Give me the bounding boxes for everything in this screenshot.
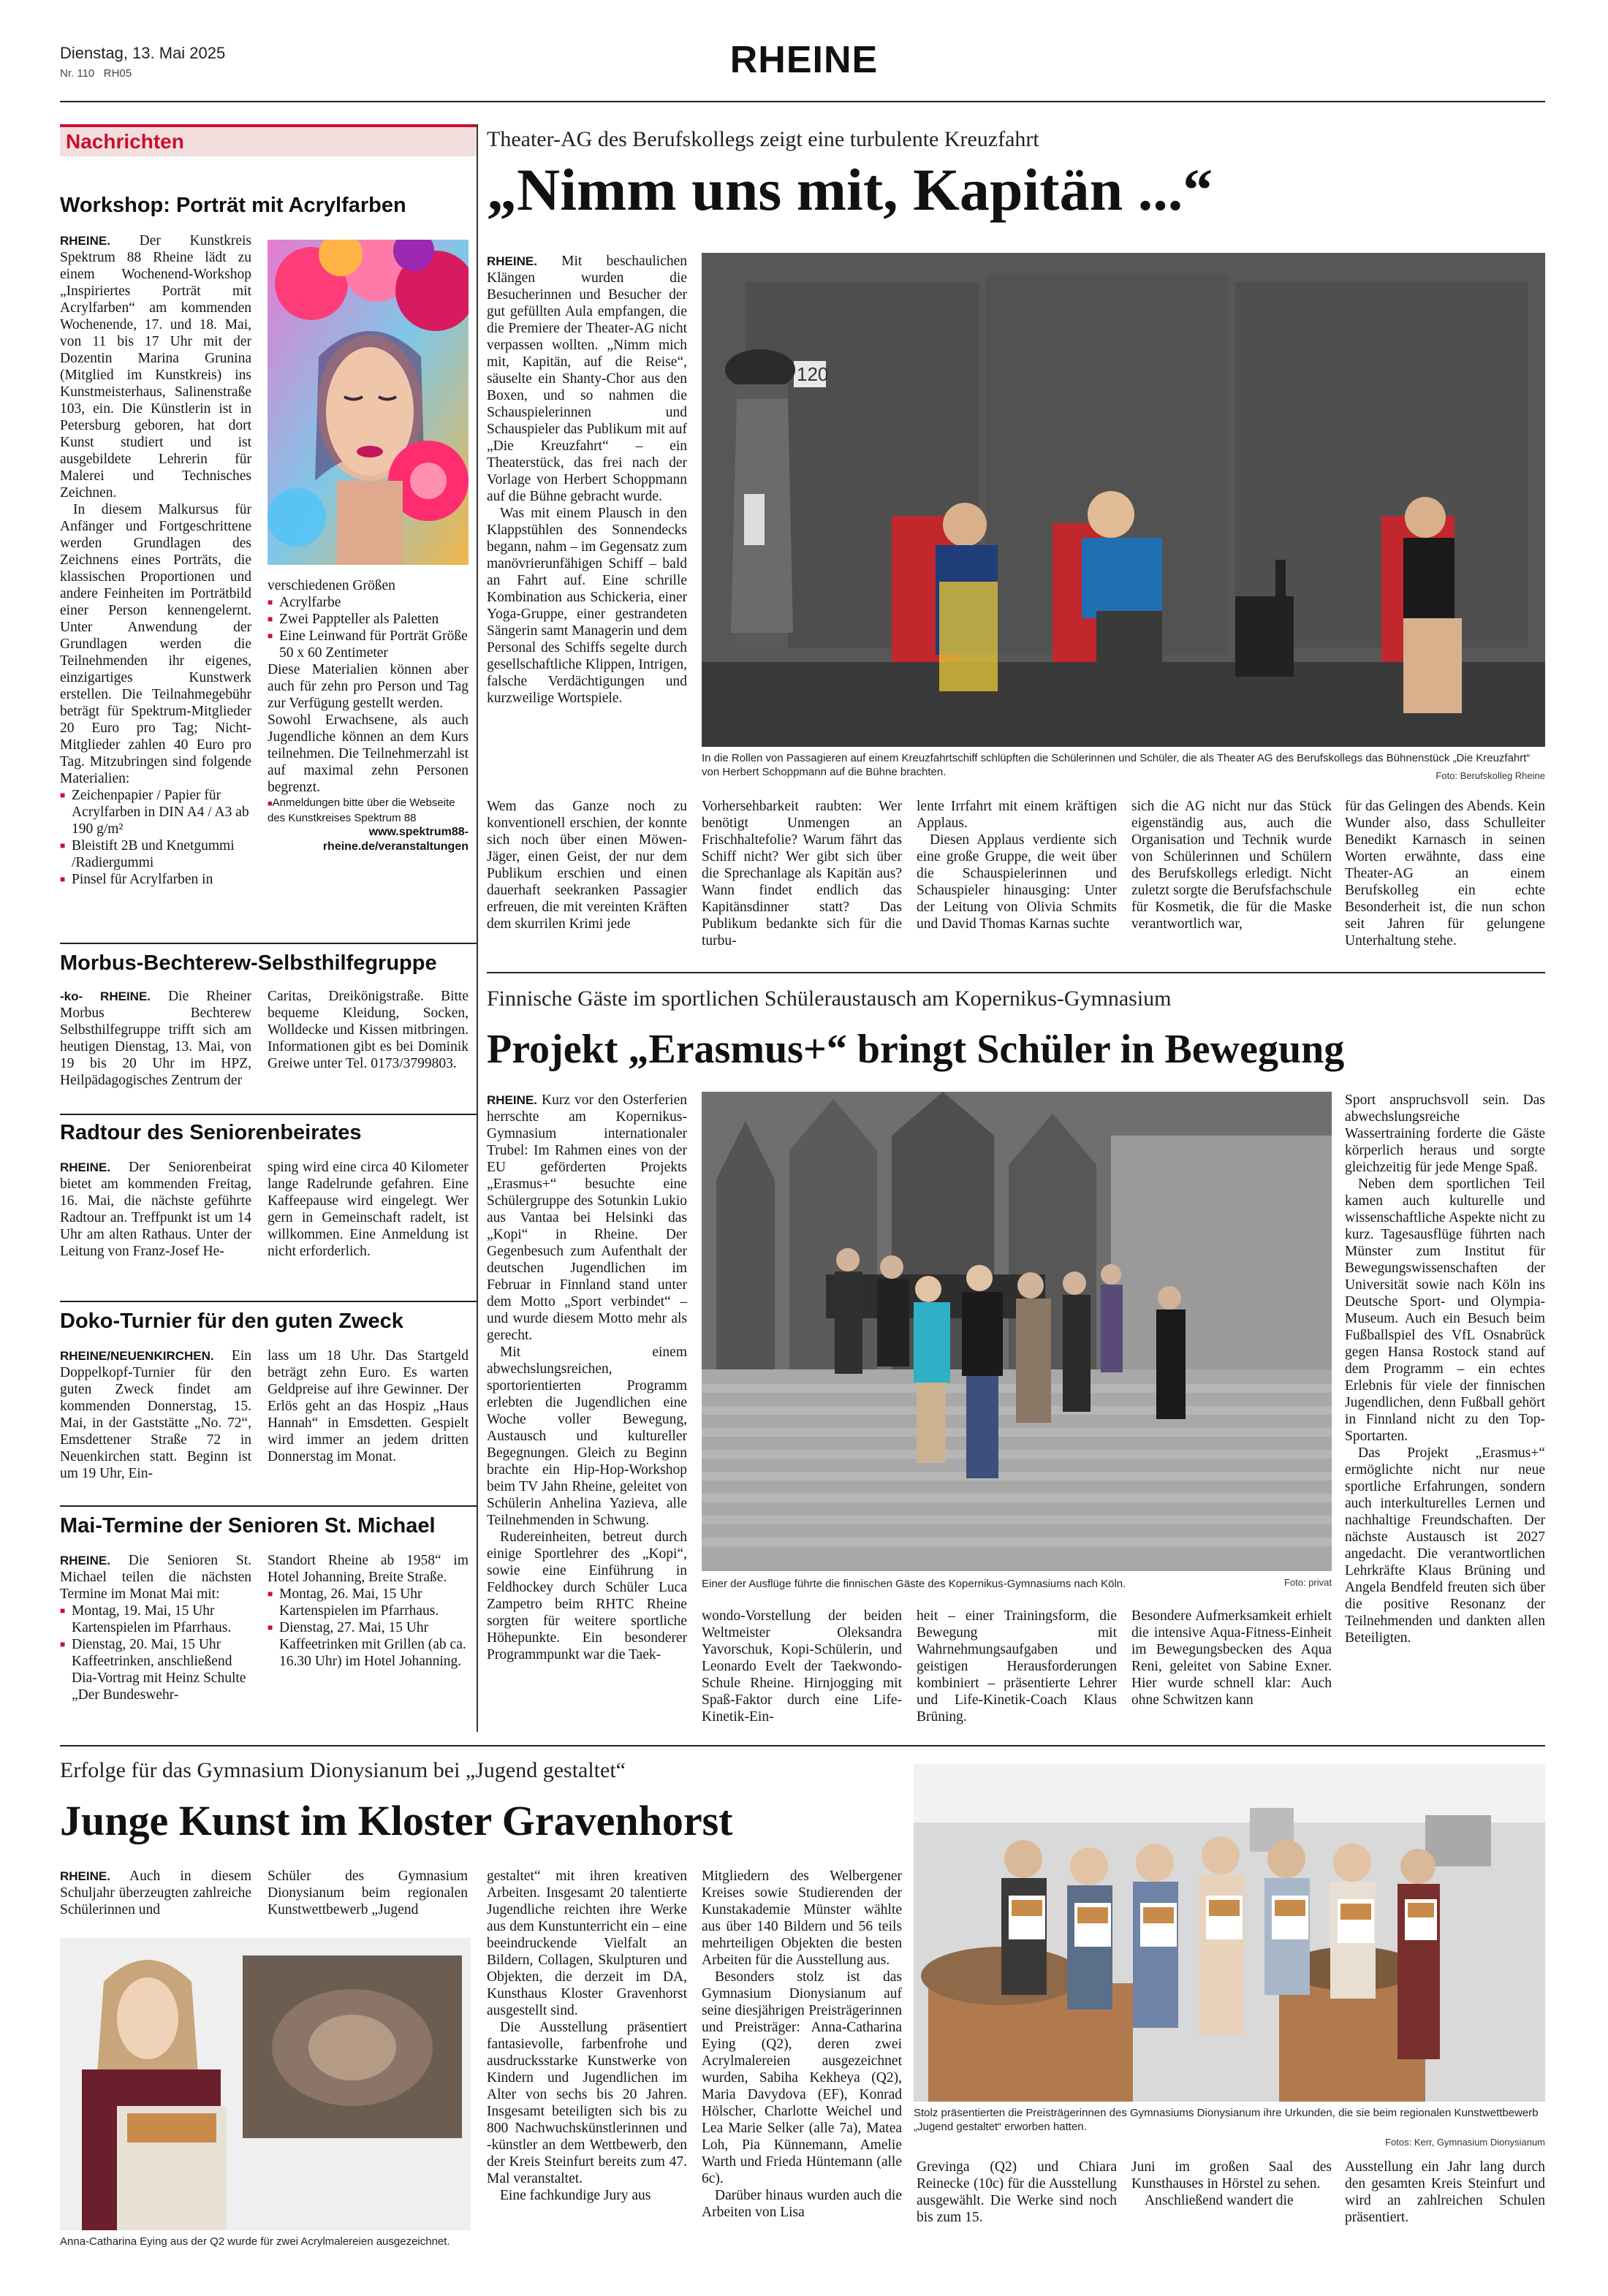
divider xyxy=(60,1745,1545,1746)
nachrichten-label: Nachrichten xyxy=(60,124,477,156)
workshop-col2-text: Sowohl Erwachsene, als auch Jugendliche können an dem Kurs teilnehmen. Die Teilnehmerzahl ist auf maximal zehn Personen begrenzt. xyxy=(268,712,469,795)
mai-list-1 xyxy=(60,1603,251,1703)
divider xyxy=(487,972,1545,973)
morbus-title: Morbus-Bechterew-Selbsthilfegruppe xyxy=(60,951,437,975)
erasmus-credit: Foto: privat xyxy=(1283,1577,1332,1588)
erasmus-kicker: Finnische Gäste im sportlichen Schüleraustausch am Kopernikus-Gymnasium xyxy=(487,987,1172,1011)
material-item: ■ Acrylfarbe xyxy=(268,594,469,611)
doko-title: Doko-Turnier für den guten Zweck xyxy=(60,1309,403,1333)
mai-col2: Standort Rheine ab 1958“ im Hotel Johanning, Breite Straße. ■ Montag, 26. Mai, 15 Uhr Kartenspielen im Pfarrhaus. ■ Dienstag, 27. Mai, 15 Uhr Kaffeetrinken mit Grillen (ab ca. 16.30 Uhr) im Hotel Johanning. xyxy=(268,1552,469,1670)
theater-stage-photo xyxy=(702,253,1545,747)
workshop-col2-text: verschiedenen Größen xyxy=(268,578,395,593)
theater-lead: RHEINE. Mit beschaulichen Klängen wurden die Besucherinnen und Besucher der gut gefüllten Aula empfangen, die die Premiere der Theater-AG nicht verpassen wollten. „Nimm mich mit, Kapitän, auf die Reise“, säuselte ein Shanty-Chor aus den Boxen, und so nahmen die Schauspielerinnen und Schauspieler das Publikum mit auf „Die Kreuzfahrt“ – ein Theaterstück, das frei nach der Vorlage von Herbert Schoppmann auf die Bühne gebracht wurde. Was mit einem Plausch in den Klappstühlen des Sonnendecks begann, nahm – im Gegensatz zum manövrierunfähigen Schiff – bald an Fahrt auf. Eine schrille Kombination aus Schickeria, einer Yoga-Gruppe, einer gestrandeten Sängerin samt Managerin und dem Personal des Schiffs segelte durch gesellschaftliche Klippen, Intrigen, falsche Verdächtigungen und kurzweilige Wortspiele. xyxy=(487,254,687,706)
doko-loc: RHEINE/NEUENKIRCHEN. xyxy=(60,1349,214,1363)
materials-list-2 xyxy=(268,594,469,661)
termin-item: ■ Montag, 19. Mai, 15 Uhr Kartenspielen im Pfarrhaus. xyxy=(60,1603,251,1636)
stage-sign: 120 xyxy=(797,363,829,385)
issue-code: RH05 xyxy=(103,67,132,80)
kunst-col-f: Juni im großen Saal des Kunsthauses in Hörstel zu sehen. Anschließend wandert die xyxy=(1131,2159,1332,2208)
workshop-body-col1 xyxy=(60,232,251,888)
termin-item: ■ Dienstag, 20. Mai, 15 Uhr Kaffeetrinken, anschließend Dia-Vortrag mit Heinz Schulte „Der Bundeswehr- xyxy=(60,1636,251,1703)
kunst-col-e: Grevinga (Q2) und Chiara Reinecke (10c) für die Ausstellung ausgewählt. Die Werke sind noch bis zum 15. xyxy=(917,2159,1117,2225)
materials-list-1 xyxy=(60,787,251,888)
mai-col1: RHEINE. Die Senioren St. Michael teilen die nächsten Termine im Monat Mai mit: ■ Montag, 19. Mai, 15 Uhr Kartenspielen im Pfarrhaus. ■ Dienstag, 20. Mai, 15 Uhr Kaffeetrinken, anschließend Dia-Vortrag mit Heinz Schulte „Der Bundeswehr- xyxy=(60,1552,251,1703)
termin-item: ■ Montag, 26. Mai, 15 Uhr Kartenspielen im Pfarrhaus. xyxy=(268,1586,469,1619)
column-divider xyxy=(477,124,478,1732)
material-item: ■ Zwei Pappteller als Paletten xyxy=(268,611,469,628)
acrylic-portrait-photo xyxy=(268,240,469,565)
workshop-text1: Der Kunstkreis Spektrum 88 Rheine lädt zu einem Wochenend-Workshop „Inspiriertes Porträt mit Acrylfarben“ am kommenden Wochenende, 17. und 18. Mai, von 11 bis 17 Uhr mit der Dozentin Marina Grunina (Mitglied im Kunstkreis) ins Kunstmeisterhaus, Salinenstraße 103, ein. Die Künstlerin ist in Petersburg geboren, hat dort Kunst studiert und ist ausgebildete Lehrerin für Malerei und Technisches Zeichnen. xyxy=(60,233,251,501)
kunst-kicker: Erfolge für das Gymnasium Dionysianum bei „Jugend gestaltet“ xyxy=(60,1758,626,1782)
divider xyxy=(60,1301,477,1302)
radtour-col1: RHEINE. Der Seniorenbeirat bietet am kommenden Freitag, 16. Mai, die nächste geführte Radtour an. Treffpunkt ist um 14 Uhr am alten Rathaus. Unter der Leitung von Franz-Josef He- xyxy=(60,1160,251,1259)
erasmus-col-c: heit – einer Trainingsform, die Bewegung mit Wahrnehmungsaufgaben und geistigen Herausforderungen kombiniert – präsentierte Lehrer und Life-Kinetik-Coach Klaus Brüning. xyxy=(917,1608,1117,1725)
kunst-col-c: gestaltet“ mit ihren kreativen Arbeiten. Insgesamt 20 talentierte Jugendliche reichten ihre Werke aus dem Kunstunterricht ein – eine beeindruckende Vielfalt an Bildern, Collagen, Skulpturen und Objekten, die derzeit im DA, Kunsthaus Kloster Gravenhorst ausgestellt sind. Die Ausstellung präsentiert fantasievolle, farbenfrohe und ausdrucksstarke Kunstwerke von Kindern und Jugendlichen im Alter von sechs bis 20 Jahren. Insgesamt beteiligten sich bis zu 800 Nachwuchskünstlerinnen und -künstler an dem Wettbewerb, den der Kreis Steinfurt bereits zum 47. Mal veranstaltet. Eine fachkundige Jury aus xyxy=(487,1869,687,2203)
theater-kicker: Theater-AG des Berufskollegs zeigt eine turbulente Kreuzfahrt xyxy=(487,127,1039,151)
kunst-col-d: Mitgliedern des Welbergener Kreises sowie Studierenden der Kunstakademie Münster wählte aus über 140 Bildern und 56 teils mehrteiligen Objekten die besten Arbeiten für die Ausstellung aus. Besonders stolz ist das Gymnasium Dionysianum auf seine diesjährigen Preisträgerinnen und Preisträger: Anna-Catharina Eying (Q2), deren zwei Acrylmalereien ausgezeichnet wurden, Sabiha Kekheya (Q2), Maria Davydova (EF), Konrad Hölscher, Charlotte Weichel und Lea Marie Selker (alle 7a), Matea Loh, Pia Künnemann, Amelie Warth und Frieda Hüntemann (alle 6c). Darüber hinaus wurden auch die Arbeiten von Lisa xyxy=(702,1869,902,2220)
material-item: ■ Zeichenpapier / Papier für Acrylfarben in DIN A4 / A3 ab 190 g/m² xyxy=(60,787,251,837)
eying-caption: Anna-Catharina Eying aus der Q2 wurde für zwei Acrylmalereien ausgezeichnet. xyxy=(60,2235,450,2248)
kunst-loc: RHEINE. xyxy=(60,1869,110,1883)
radtour-loc: RHEINE. xyxy=(60,1160,110,1174)
divider xyxy=(60,1505,477,1507)
workshop-title: Workshop: Porträt mit Acrylfarben xyxy=(60,194,406,217)
divider xyxy=(60,943,477,944)
erasmus-col-a: RHEINE. Kurz vor den Osterferien herrschte am Kopernikus-Gymnasium internationaler Trubel: Im Rahmen eines von der EU geförderten Projekts „Erasmus+“ besuchte eine Schülergruppe des Sotunkin Lukio aus Vantaa bei Helsinki das „Kopi“ in Rheine. Der Gegenbesuch zum Aufenthalt der deutschen Jugendlichen im Februar in Finnland stand unter dem Motto „Sport verbindet“ – und wurde diesem Motto mehr als gerecht. Mit einem abwechslungsreichen, sportorientierten Programm erlebten die Jugendlichen eine Woche voller Bewegung, Austausch und kultureller Begegnungen. Gleich zu Beginn brachte ein Hip-Hop-Workshop beim TV Jahn Rheine, geleitet von Schülerin Anhelina Yazieva, alle Teilnehmenden in Schwung. Rudereinheiten, betreut durch einige Sportlehrer des „Kopi“, sowie eine Einführung in Feldhockey durch Schüler Luca Zampetro beim RHTC Rheine sorgten für weitere sportliche Höhepunkte. Ein besonderer Programmpunkt war die Taek- xyxy=(487,1092,687,1662)
erasmus-col-e: Sport anspruchsvoll sein. Das abwechslungsreiche Wassertraining forderte die Gäste körperlich heraus und sorgte gleichzeitig für jede Menge Spaß. Neben dem sportlichen Teil kamen auch kulturelle und wissenschaftliche Aspekte nicht zu kurz. Tagesausflüge führten nach Münster zum Institut für Bewegungswissenschaften der Universität sowie nach Köln ins Deutsche Sport- und Olympia-Museum. Auch ein Besuch beim Fußballspiel des VfL Osnabrück gegen Hansa Rostock stand auf dem Programm – ein echtes Erlebnis für viele der finnischen Jugendlichen, denn Fußball gehört in Finnland nicht zu den Top-Sportarten. Das Projekt „Erasmus+“ ermöglichte nicht nur neue sportliche Erfahrungen, sondern auch interkulturelles Lernen und nachhaltige Freundschaften. Der nächste Austausch ist 2027 angedacht. Die verantwortlichen Lehrkräfte Klaus Brüning und Angela Bendfeld freuten sich über die positive Resonanz der Teilnehmenden und dankten allen Beteiligten. xyxy=(1345,1092,1545,1646)
kunst-headline: Junge Kunst im Kloster Gravenhorst xyxy=(60,1797,733,1844)
theater-col-b: Vorhersehbarkeit raubten: Wer benötigt Unmengen an Frischhaltefolie? Warum fährt das Schiff nicht? Wer gibt sich über die Sprechanlage als Kapitän aus? Wann findet endlich das Kapitänsdinner statt? Das Publikum bedankte sich für die turbu- xyxy=(702,799,902,949)
workshop-note: ■Anmeldungen bitte über die Webseite des Kunstkreises Spektrum 88 xyxy=(268,797,455,824)
mai-list-2 xyxy=(268,1586,469,1670)
theater-caption: In die Rollen von Passagieren auf einem Kreuzfahrtschiff schlüpften die Schülerinnen und Schüler, die als Theater AG des Berufskollegs das Bühnenstück „Die Kreuzfahrt“ von Herbert Schoppmann auf die Bühne brachten. xyxy=(702,752,1531,778)
preistraeger-photo xyxy=(914,1764,1545,2102)
doko-col1: RHEINE/NEUENKIRCHEN. Ein Doppelkopf-Turnier für den guten Zweck findet am kommenden Donnerstag, 15. Mai, in der Gaststätte „No. 72“, Emsdettener Straße 72 in Neuenkirchen statt. Beginn ist um 19 Uhr, Ein- xyxy=(60,1348,251,1481)
preistraeger-credit: Fotos: Kerr, Gymnasium Dionysianum xyxy=(1385,2137,1545,2148)
material-item: ■ Bleistift 2B und Knetgummi /Radiergummi xyxy=(60,837,251,871)
theater-col-e: für das Gelingen des Abends. Kein Wunder also, dass Schulleiter Benedikt Karnasch in seinen Worten erwähnte, dass eine Theater-AG an einem Berufskolleg ein echte Besonderheit ist, die nun schon seit Jahren für gelungene Unterhaltung stehe. xyxy=(1345,799,1545,949)
theater-loc: RHEINE. xyxy=(487,254,537,268)
theater-col-a: Wem das Ganze noch zu konventionell erschien, der konnte sich noch über einen Möwen-Jäger, einen Geist, der nur dem Publikum erschien und einen dauerhaft seekranken Passagier erfreuen, die mit vereinten Kräften dem skurrilen Krimi jede xyxy=(487,799,687,932)
masthead-rule xyxy=(60,101,1545,102)
erasmus-col-b: wondo-Vorstellung der beiden Weltmeister Oleksandra Yavorschuk, Kopi-Schülerin, und Leonardo Evelt der Taekwondo-Schule Rheine. Hirnjogging mit Spaß-Faktor durch eine Life-Kinetik-Ein- xyxy=(702,1608,902,1725)
kunst-col-b: Schüler des Gymnasium Dionysianum beim regionalen Kunstwettbewerb „Jugend xyxy=(268,1869,468,1917)
morbus-col1: -ko- RHEINE. Die Rheiner Morbus Bechterew Selbsthilfegruppe trifft sich am heutigen Dienstag, 13. Mai, von 19 bis 20 Uhr im HPZ, Heilpädagogisches Zentrum der xyxy=(60,989,251,1088)
erasmus-headline: Projekt „Erasmus+“ bringt Schüler in Bewegung xyxy=(487,1027,1345,1072)
mai-title: Mai-Termine der Senioren St. Michael xyxy=(60,1514,436,1537)
workshop-url[interactable]: www.spektrum88-rheine.de/veranstaltungen xyxy=(322,826,469,853)
material-item: ■ Pinsel für Acrylfarben in xyxy=(60,871,251,888)
theater-headline: „Nimm uns mit, Kapitän ...“ xyxy=(487,156,1213,223)
preistraeger-caption: Stolz präsentierten die Preisträgerinnen des Gymnasiums Dionysianum ihre Urkunden, die sie beim regionalen Kunstwettbewerb „Jugend gestaltet“ erworben hatten. xyxy=(914,2107,1539,2133)
material-item: ■ Eine Leinwand für Porträt Größe 50 x 60 Zentimeter xyxy=(268,628,469,661)
erasmus-loc: RHEINE. xyxy=(487,1093,537,1107)
eying-photo xyxy=(60,1938,471,2230)
theater-credit: Foto: Berufskolleg Rheine xyxy=(1436,770,1545,781)
erasmus-group-photo xyxy=(702,1092,1332,1571)
erasmus-col-d: Besondere Aufmerksamkeit erhielt die intensive Aqua-Fitness-Einheit im Bewegungsbecken des Aqua Reni, geleitet von Sabine Exner. Hier wurde schnell klar: Auch ohne Schwitzen kann xyxy=(1131,1608,1332,1708)
doko-col2: lass um 18 Uhr. Das Startgeld beträgt zehn Euro. Es warten Geldpreise auf ihre Gewinner. Der Erlös geht an das Hospiz „Haus Hannah“ in Emsdetten. Gespielt wird immer an jedem dritten Donnerstag im Monat. xyxy=(268,1348,469,1464)
divider xyxy=(60,1114,477,1115)
nachrichten-column xyxy=(60,124,477,156)
issue-number: Nr. 110 xyxy=(60,67,95,80)
theater-col-d: sich die AG nicht nur das Stück eigenständig aus, auch die Organisation und Technik wurde von Schülerinnen und Schülern des Berufskollegs erledigt. Nicht zuletzt sorgte die Berufsfachschule für Kosmetik, die für die Maske verantwortlich war, xyxy=(1131,799,1332,932)
kunst-col-a: RHEINE. Auch in diesem Schuljahr überzeugten zahlreiche Schülerinnen und xyxy=(60,1869,251,1917)
mai-loc: RHEINE. xyxy=(60,1554,110,1567)
radtour-col2: sping wird eine circa 40 Kilometer lange Radelrunde gefahren. Eine Kaffeepause wird eingelegt. Wer gern in Gemeinschaft radelt, ist willkommen. Eine Anmeldung ist nicht erforderlich. xyxy=(268,1160,469,1259)
erasmus-caption: Einer der Ausflüge führte die finnischen Gäste des Kopernikus-Gymnasiums nach Köln. xyxy=(702,1578,1126,1590)
section-title: RHEINE xyxy=(729,39,879,81)
workshop-text2: In diesem Malkursus für Anfänger und Fortgeschrittene werden Grundlagen des Zeichnens eines Porträts, die klassischen Proportionen und andere Feinheiten im Porträtbild einer Person kennengelernt. Unter Anwendung der Grundlagen werden die Teilnehmenden ihr eigenes, einzigartiges Kunstwerk erstellen. Die Teilnahmegebühr beträgt für Spektrum-Mitglieder 20 Euro pro Tag; Nicht-Mitglieder zahlen 40 Euro pro Tag. Mitzubringen sind folgende Materialien: xyxy=(60,502,251,786)
theater-col-c: lente Irrfahrt mit einem kräftigen Applaus. Diesen Applaus verdiente sich eine große Gruppe, die weit über die Schauspielerinnen und Schauspieler hinausging: Unter der Leitung von Olivia Schmits und David Thomas Karnas suchte xyxy=(917,799,1117,932)
workshop-col2-text: Diese Materialien können aber auch für zehn pro Person und Tag zur Verfügung gestellt werden. xyxy=(268,662,469,711)
morbus-col2: Caritas, Dreikönigstraße. Bitte bequeme Kleidung, Socken, Wolldecke und Kissen mitbringen. Informationen gibt es bei Dominik Greiwe unter Tel. 0173/3799803. xyxy=(268,989,469,1071)
morbus-loc: -ko- RHEINE. xyxy=(60,989,151,1003)
radtour-title: Radtour des Seniorenbeirates xyxy=(60,1121,362,1144)
kunst-col-g: Ausstellung ein Jahr lang durch den gesamten Kreis Steinfurt und wird an zahlreichen Schulen präsentiert. xyxy=(1345,2159,1545,2225)
workshop-body-col2 xyxy=(268,577,469,854)
workshop-loc: RHEINE. xyxy=(60,234,110,248)
termin-item: ■ Dienstag, 27. Mai, 15 Uhr Kaffeetrinken mit Grillen (ab ca. 16.30 Uhr) im Hotel Johanning. xyxy=(268,1619,469,1670)
masthead-date: Dienstag, 13. Mai 2025 xyxy=(60,44,226,62)
